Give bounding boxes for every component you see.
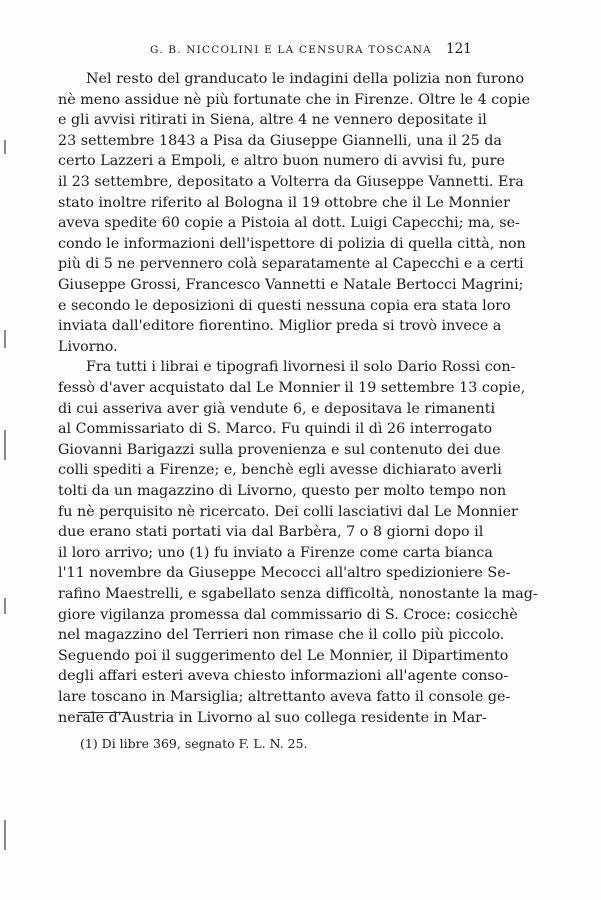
text-line: 23 settembre 1843 a Pisa da Giuseppe Giannelli, una il 25 da [58, 132, 502, 149]
text-line: Fra tutti i librai e tipografi livornesi il solo Dario Rossi con- [86, 359, 516, 376]
text-line: l'11 novembre da Giuseppe Mecocci all'altro spedizioniere Se- [58, 565, 511, 582]
text-line: Seguendo poi il suggerimento del Le Monnier, il Dipartimento [58, 647, 509, 664]
text-line: e gli avvisi ritirati in Siena, altre 4 ne vennero depositate il [58, 112, 487, 129]
text-line: rafino Maestrelli, e sgabellato senza difficoltà, nonostante la mag- [58, 586, 538, 602]
text-line: colli spediti a Firenze; e, benchè egli avesse dichiarato averli [58, 462, 502, 479]
text-line: Livorno. [58, 338, 118, 355]
text-line: nè meno assidue nè più fortunate che in Firenze. Oltre le 4 copie [58, 91, 531, 108]
text-line: Nel resto del granducato le indagini della polizia non furono [86, 71, 525, 87]
text-line: il loro arrivo; uno (1) fu inviato a Firenze come carta bianca [58, 544, 493, 561]
text-line: due erano stati portati via dal Barbèra, 7 o 8 giorni dopo il [58, 524, 484, 541]
text-line: Giuseppe Grossi, Francesco Vannetti e Natale Bertocci Magrini; [58, 277, 524, 293]
text-line: di cui asseriva aver già vendute 6, e depositava le rimanenti [58, 400, 496, 417]
text-line: aveva spedite 60 copie a Pistoia al dott. Luigi Capecchi; ma, se- [58, 215, 520, 232]
text-line: fessò d'aver acquistato dal Le Monnier il 19 settembre 13 copie, [58, 380, 526, 396]
text-line: certo Lazzeri a Empoli, e altro buon numero di avvisi fu, pure [58, 153, 505, 170]
margin-mark [4, 820, 6, 850]
text-line: stato inoltre riferito al Bologna il 19 ottobre che il Le Monnier [58, 194, 510, 211]
text-line: condo le informazioni dell'ispettore di polizia di quella città, non [58, 235, 526, 252]
margin-mark [4, 140, 6, 154]
text-line: nerale d'Austria in Livorno al suo collega residente in Mar- [58, 709, 487, 726]
footnote-rule [78, 712, 126, 713]
text-line: giore vigilanza promessa dal commissario di S. Croce: cosicchè [58, 606, 518, 623]
page-number: 121 [446, 41, 472, 57]
margin-mark [4, 330, 6, 348]
text-line: Giovanni Barigazzi sulla provenienza e sul contenuto dei due [58, 441, 501, 458]
text-line: tolti da un magazzino di Livorno, questo per molto tempo non [58, 483, 507, 499]
text-line: e secondo le deposizioni di questi nessuna copia era stata loro [58, 297, 511, 314]
text-line: più di 5 ne pervennero colà separatamente al Capecchi e a certi [58, 256, 524, 273]
text-line: al Commissariato di S. Marco. Fu quindi il dì 26 interrogato [58, 421, 493, 438]
margin-mark [4, 430, 6, 460]
text-line: inviata dall'editore fiorentino. Miglior preda si trovò invece a [58, 318, 502, 335]
text-line: fu nè perquisito nè ricercato. Dei colli lasciativi dal Le Monnier [58, 503, 518, 520]
footnote: (1) Di libre 369, segnato F. L. N. 25. [80, 736, 308, 751]
text-line: lare toscano in Marsiglia; altrettanto aveva fatto il console ge- [58, 689, 511, 705]
text-line: nel magazzino del Terrieri non rimase che il collo più piccolo. [58, 627, 505, 644]
text-line: degli affari esteri aveva chiesto informazioni all'agente conso- [58, 668, 509, 685]
text-line: il 23 settembre, depositato a Volterra da Giuseppe Vannetti. Era [58, 174, 524, 190]
margin-mark [4, 598, 6, 614]
running-title: G. B. NICCOLINI E LA CENSURA TOSCANA [150, 44, 432, 56]
